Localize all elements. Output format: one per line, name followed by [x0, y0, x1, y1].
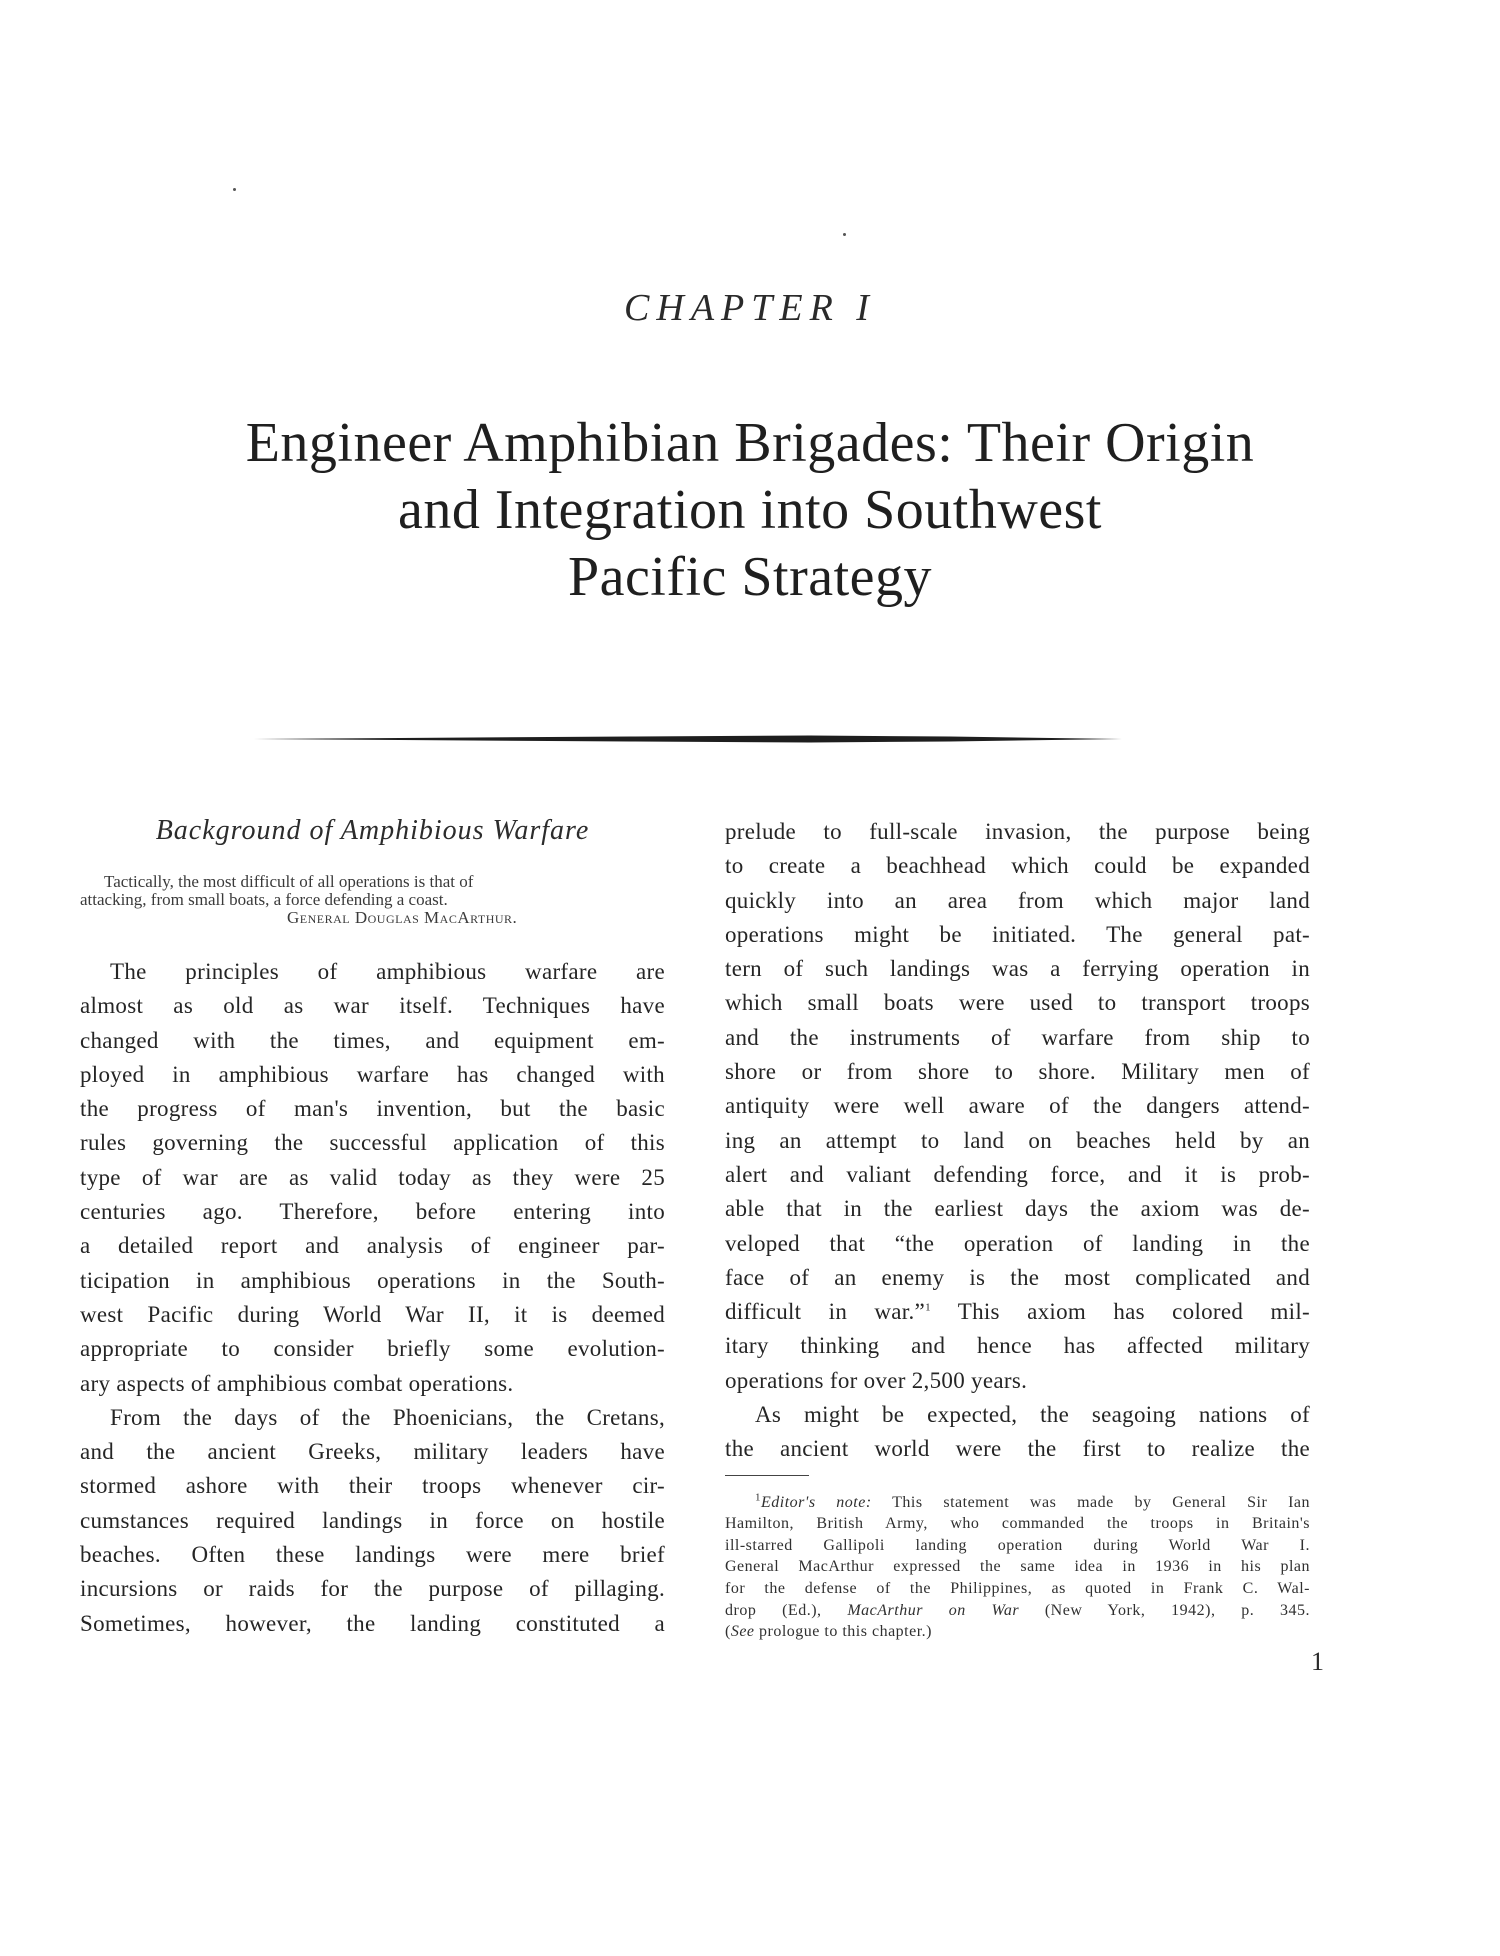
- footnote-line: General MacArthur expressed the same idea in 1936 in his plan: [725, 1558, 1310, 1576]
- text-line: beaches. Often these landings were mere brief: [80, 1542, 665, 1568]
- epigraph-attribution: General Douglas MacArthur.: [287, 908, 518, 927]
- chapter-title-line: Engineer Amphibian Brigades: Their Origin: [245, 412, 1255, 474]
- text-line: ing an attempt to land on beaches held by an: [725, 1127, 1310, 1153]
- text-line: able that in the earliest days the axiom was de-: [725, 1196, 1310, 1222]
- text-line: incursions or raids for the purpose of pillaging.: [80, 1576, 665, 1602]
- body-paragraph: [725, 815, 1310, 1398]
- footnote-line: Hamilton, British Army, who commanded the troops in Britain's: [725, 1515, 1310, 1533]
- text-line: From the days of the Phoenicians, the Cretans,: [110, 1404, 665, 1430]
- page-number: 1: [1311, 1647, 1324, 1676]
- body-paragraph: [80, 955, 665, 1401]
- text-line: operations might be initiated. The general pat-: [725, 921, 1310, 947]
- text-line: operations for over 2,500 years.: [725, 1367, 1028, 1393]
- text-line: to create a beachhead which could be expanded: [725, 853, 1310, 879]
- title-divider-rule: [250, 735, 1122, 743]
- book-title: MacArthur on War: [847, 1601, 1020, 1619]
- footnote-line: [725, 1492, 1310, 1514]
- text-line: type of war are as valid today as they were 25: [80, 1164, 665, 1190]
- text-line: ployed in amphibious warfare has changed with: [80, 1061, 665, 1087]
- footnote-line: for the defense of the Philippines, as quoted in Frank C. Wal-: [725, 1580, 1310, 1598]
- text-line: changed with the times, and equipment em-: [80, 1027, 665, 1053]
- footnote-marker: 1: [755, 1491, 761, 1504]
- footnote-line: [725, 1600, 1310, 1622]
- text-line: the progress of man's invention, but the basic: [80, 1096, 665, 1122]
- chapter-title-line: Pacific Strategy: [567, 546, 933, 608]
- text-line: shore or from shore to shore. Military men of: [725, 1059, 1310, 1085]
- chapter-label: CHAPTER I: [624, 287, 876, 329]
- text-line: As might be expected, the seagoing nations of: [755, 1402, 1310, 1428]
- text-line: stormed ashore with their troops whenever cir-: [80, 1473, 665, 1499]
- text-line: appropriate to consider briefly some evolution-: [80, 1336, 665, 1362]
- text-line: The principles of amphibious warfare are: [110, 959, 665, 984]
- scan-speck: [843, 233, 846, 236]
- text-line: alert and valiant defending force, and it is prob-: [725, 1161, 1310, 1187]
- left-column: [80, 815, 665, 1641]
- footnote: [725, 1492, 1310, 1643]
- text-line: veloped that “the operation of landing in the: [725, 1230, 1310, 1256]
- text-line: prelude to full-scale invasion, the purpose being: [725, 819, 1310, 844]
- text-fragment: prologue to this chapter.): [754, 1623, 932, 1641]
- text-fragment: (: [725, 1623, 731, 1641]
- text-fragment: This statement was made by General Sir Ian: [871, 1493, 1311, 1511]
- epigraph: [80, 873, 665, 927]
- text-line: antiquity were well aware of the dangers attend-: [725, 1093, 1310, 1119]
- text-line: rules governing the successful application of this: [80, 1130, 665, 1156]
- text-fragment: See: [730, 1623, 755, 1641]
- text-line: [725, 1295, 1310, 1329]
- text-fragment: drop (Ed.),: [725, 1601, 848, 1619]
- footnote-label: Editor's note:: [761, 1493, 872, 1511]
- text-fragment: difficult in war.”: [725, 1299, 926, 1325]
- text-line: Sometimes, however, the landing constituted a: [80, 1610, 665, 1636]
- footnote-reference: 1: [925, 1301, 931, 1314]
- text-line: quickly into an area from which major land: [725, 887, 1310, 913]
- text-line: itary thinking and hence has affected military: [725, 1333, 1310, 1359]
- text-line: ary aspects of amphibious combat operations.: [80, 1370, 514, 1396]
- text-line: tern of such landings was a ferrying operation in: [725, 956, 1310, 982]
- text-line: and the instruments of warfare from ship to: [725, 1024, 1310, 1050]
- text-line: cumstances required landings in force on hostile: [80, 1507, 665, 1533]
- body-paragraph: [725, 1398, 1310, 1467]
- footnote-line: ill-starred Gallipoli landing operation during World War I.: [725, 1536, 1310, 1554]
- chapter-title-line: and Integration into Southwest: [397, 479, 1102, 541]
- right-column: [725, 815, 1310, 1643]
- text-line: ticipation in amphibious operations in the South-: [80, 1267, 665, 1293]
- text-line: and the ancient Greeks, military leaders have: [80, 1439, 665, 1465]
- text-fragment: (New York, 1942), p. 345.: [1019, 1601, 1310, 1619]
- text-line: face of an enemy is the most complicated and: [725, 1264, 1310, 1290]
- text-line: west Pacific during World War II, it is deemed: [80, 1301, 665, 1327]
- text-line: which small boats were used to transport troops: [725, 990, 1310, 1016]
- scan-speck: [233, 188, 236, 191]
- text-fragment: This axiom has colored mil-: [930, 1299, 1310, 1325]
- text-line: a detailed report and analysis of engineer par-: [80, 1233, 665, 1259]
- body-paragraph: [80, 1401, 665, 1641]
- chapter-title: [70, 410, 1430, 611]
- epigraph-line: attacking, from small boats, a force defending a coast.: [80, 890, 448, 909]
- epigraph-line: Tactically, the most difficult of all operations is that of: [104, 872, 474, 891]
- text-line: almost as old as war itself. Techniques have: [80, 993, 665, 1019]
- text-line: centuries ago. Therefore, before entering into: [80, 1199, 665, 1225]
- footnote-divider: [725, 1475, 809, 1476]
- footnote-line: [725, 1621, 1310, 1643]
- text-line: the ancient world were the first to realize the: [725, 1436, 1310, 1462]
- section-heading: Background of Amphibious Warfare: [155, 815, 590, 846]
